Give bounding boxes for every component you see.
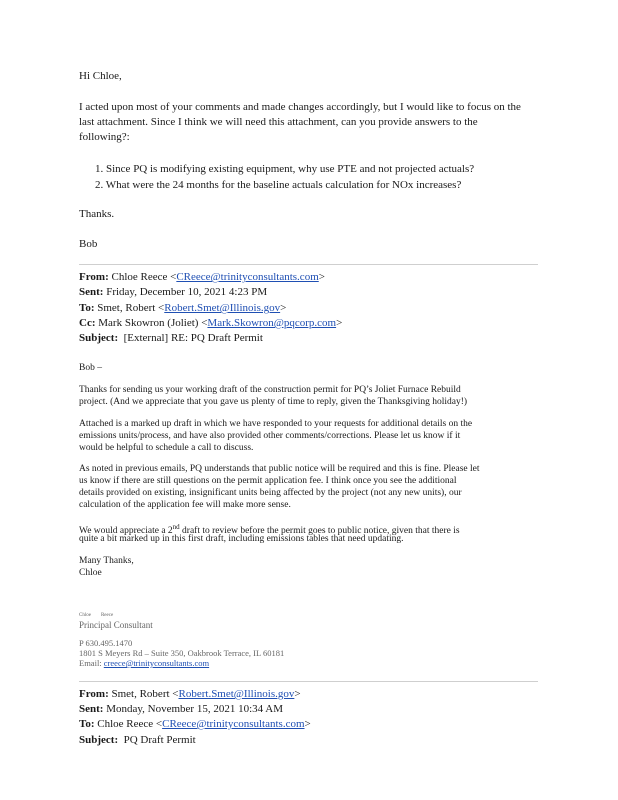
- cc-name: Mark Skowron (Joliet) <: [98, 317, 208, 329]
- subject-label: Subject:: [79, 734, 119, 746]
- from-email-link[interactable]: Robert.Smet@Illinois.gov: [178, 688, 295, 700]
- from-label: From:: [79, 688, 109, 700]
- from-name: Chloe Reece <: [111, 271, 177, 283]
- from-email-link[interactable]: CReece@trinityconsultants.com: [176, 271, 319, 283]
- reply-greeting: Hi Chloe,: [79, 70, 122, 82]
- message-p3-line4: calculation of the application fee will make more sense.: [79, 500, 291, 510]
- signature-title: Principal Consultant: [79, 620, 153, 630]
- reply-para1-line1: I acted upon most of your comments and made changes accordingly, but I would like to focus on the: [79, 101, 521, 113]
- message-closing: Many Thanks,: [79, 556, 134, 566]
- signature-phone: P 630.495.1470: [79, 638, 133, 648]
- to-name: Chloe Reece <: [97, 718, 163, 730]
- sent-label: Sent:: [79, 703, 104, 715]
- message-p3-line1: As noted in previous emails, PQ understands that public notice will be required and this is fine. Please let: [79, 464, 480, 474]
- message-p2-line1: Attached is a marked up draft in which we have responded to your requests for additional details on the: [79, 419, 473, 429]
- reply-para1-line3: following?:: [79, 131, 130, 143]
- to-label: To:: [79, 302, 95, 314]
- cc-email-link[interactable]: Mark.Skowron@pqcorp.com: [207, 317, 337, 329]
- signature-email-line: [79, 658, 209, 668]
- signature-address: 1801 S Meyers Rd – Suite 350, Oakbrook Terrace, IL 60181: [79, 648, 285, 658]
- message-p3-line2: us know if there are still questions on the permit application fee. I think once you see the additional: [79, 476, 457, 486]
- from-end: >: [318, 271, 325, 283]
- message-p4-line2: quite a bit marked up in this first draft, including emissions tables that need updating.: [79, 534, 404, 544]
- question-2: 2. What were the 24 months for the baseline actuals calculation for NOx increases?: [95, 179, 462, 191]
- signature-email-link[interactable]: creece@trinityconsultants.com: [103, 658, 210, 668]
- header1-subject: [79, 329, 263, 347]
- from-name: Smet, Robert <: [111, 688, 179, 700]
- subject-label: Subject:: [79, 332, 119, 344]
- message-closing-name: Chloe: [79, 568, 102, 578]
- to-end: >: [304, 718, 311, 730]
- message-p1-line1: Thanks for sending us your working draft of the construction permit for PQ’s Joliet Furnace Rebuild: [79, 385, 461, 395]
- sent-value: Friday, December 10, 2021 4:23 PM: [106, 286, 268, 298]
- to-email-link[interactable]: CReece@trinityconsultants.com: [162, 718, 305, 730]
- sent-label: Sent:: [79, 286, 104, 298]
- reply-para1-line2: last attachment. Since I think we will need this attachment, can you provide answers to the: [79, 116, 478, 128]
- message-salutation: Bob –: [79, 363, 102, 373]
- cc-label: Cc:: [79, 317, 96, 329]
- question-1: 1. Since PQ is modifying existing equipment, why use PTE and not projected actuals?: [95, 163, 475, 175]
- message-p2-line2: emissions units/process, and have also provided other comments/corrections. Please let us know if it: [79, 431, 461, 441]
- p4-text-a: We would appreciate a 2: [79, 526, 173, 537]
- message-p3-line3: details provided on existing, insignificant units being affected by the project (not any new units), our: [79, 488, 462, 498]
- cc-end: >: [336, 317, 343, 329]
- sent-value: Monday, November 15, 2021 10:34 AM: [106, 703, 284, 715]
- to-email-link[interactable]: Robert.Smet@Illinois.gov: [164, 302, 281, 314]
- signature-email-label: Email:: [79, 658, 102, 668]
- p4-text-b: draft to review before the permit goes to public notice, given that there is: [179, 526, 460, 537]
- reply-signoff: Bob: [79, 238, 98, 250]
- subject-value: [External] RE: PQ Draft Permit: [123, 332, 263, 344]
- message-p2-line3: would be helpful to schedule a call to discuss.: [79, 443, 254, 453]
- to-end: >: [280, 302, 287, 314]
- from-end: >: [294, 688, 301, 700]
- message-p1-line2: project. (And we appreciate that you gave us plenty of time to reply, given the Thanksgiving holiday!): [79, 397, 468, 407]
- divider-2: [79, 681, 538, 682]
- to-name: Smet, Robert <: [97, 302, 165, 314]
- subject-value: PQ Draft Permit: [123, 734, 196, 746]
- p4-superscript: nd: [172, 523, 180, 531]
- reply-thanks: Thanks.: [79, 208, 115, 220]
- to-label: To:: [79, 718, 95, 730]
- header2-subject: [79, 731, 196, 749]
- signature-last-name: Reece: [100, 613, 114, 618]
- signature-name: [79, 612, 113, 619]
- signature-first-name: Chloe: [79, 613, 91, 618]
- divider-1: [79, 264, 538, 265]
- from-label: From:: [79, 271, 109, 283]
